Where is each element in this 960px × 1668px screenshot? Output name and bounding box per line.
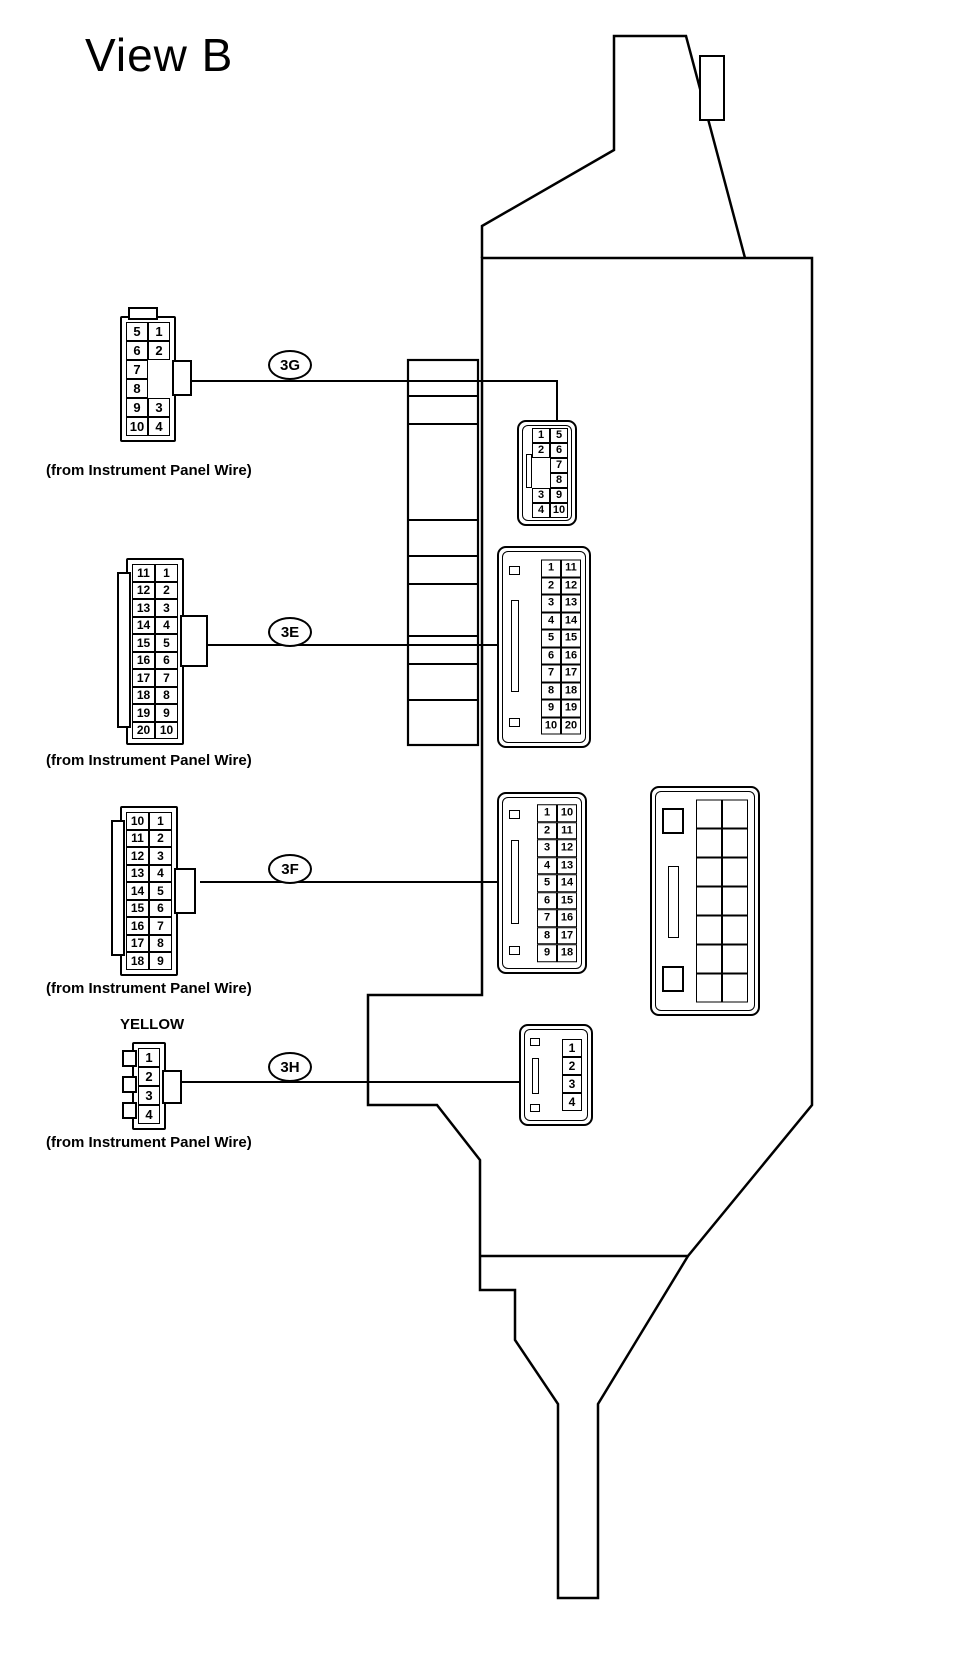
pin-cell: 6 (541, 647, 561, 665)
pin-cell: 5 (126, 322, 148, 341)
pin-cell: 8 (149, 935, 172, 953)
pin-cell: 19 (132, 704, 155, 722)
page-title: View B (85, 29, 234, 81)
receptacle-3f (497, 792, 587, 974)
pin-cell: 6 (537, 892, 557, 910)
pin-cell: 3 (541, 595, 561, 613)
pin-cell: 6 (149, 900, 172, 918)
callout-3g (268, 350, 312, 380)
callout-3h-label: 3H (280, 1058, 300, 1076)
pin-cell: 5 (550, 428, 568, 443)
pin-cell: 1 (155, 564, 178, 582)
pin-cell: 8 (541, 682, 561, 700)
pin-cell: 17 (126, 935, 149, 953)
pin-cell: 13 (561, 595, 581, 613)
receptacle-3e-pin-grid (541, 560, 581, 735)
pin-cell: 10 (155, 722, 178, 740)
pin-cell (696, 858, 722, 887)
plug-3h-notch-3 (122, 1102, 137, 1119)
pin-cell: 11 (557, 822, 577, 840)
pin-cell: 1 (537, 804, 557, 822)
receptacle-3g-inner (522, 425, 572, 521)
pin-cell: 11 (126, 830, 149, 848)
receptacle-large-inner (655, 791, 755, 1011)
receptacle-3h-pin-grid (562, 1039, 582, 1111)
pin-cell: 3 (155, 599, 178, 617)
pin-cell: 9 (550, 488, 568, 503)
callout-3f (268, 854, 312, 884)
pin-cell: 17 (561, 665, 581, 683)
pin-cell: 11 (561, 560, 581, 578)
pin-cell: 14 (132, 617, 155, 635)
pin-cell: 7 (126, 360, 148, 379)
pin-cell: 4 (148, 417, 170, 436)
plug-3h-pin-grid (138, 1048, 160, 1124)
pin-cell: 17 (132, 669, 155, 687)
plug-3g (120, 316, 176, 442)
pin-cell: 4 (149, 865, 172, 883)
pin-cell: 5 (149, 882, 172, 900)
callout-3e (268, 617, 312, 647)
pin-cell: 2 (541, 577, 561, 595)
yellow-label: YELLOW (120, 1016, 185, 1033)
pin-cell: 11 (132, 564, 155, 582)
caption-3g: (from Instrument Panel Wire) (46, 462, 252, 479)
pin-cell: 19 (561, 700, 581, 718)
pin-cell: 10 (126, 417, 148, 436)
pin-cell: 14 (561, 612, 581, 630)
pin-cell: 9 (537, 944, 557, 962)
receptacle-3e-inner (502, 551, 586, 743)
pin-cell (722, 829, 748, 858)
pin-cell: 1 (562, 1039, 582, 1057)
pin-cell: 2 (532, 443, 550, 458)
pin-cell: 2 (148, 341, 170, 360)
callout-3e-label: 3E (280, 623, 300, 641)
pin-cell: 2 (155, 582, 178, 600)
pin-cell: 15 (557, 892, 577, 910)
pin-cell (722, 974, 748, 1003)
callout-3f-label: 3F (281, 860, 299, 878)
receptacle-3h-key-slot (532, 1058, 539, 1094)
relay-strip (408, 360, 478, 745)
callout-3g-label: 3G (279, 356, 300, 374)
pin-cell: 4 (532, 503, 550, 518)
plug-3h-latch-tab (162, 1070, 182, 1104)
pin-cell: 7 (155, 669, 178, 687)
receptacle-3h-inner (524, 1029, 588, 1121)
receptacle-large-pin-grid (696, 800, 748, 1003)
pin-cell: 10 (541, 717, 561, 735)
pin-cell: 6 (155, 652, 178, 670)
pin-cell: 12 (561, 577, 581, 595)
pin-cell (696, 945, 722, 974)
pin-cell: 2 (537, 822, 557, 840)
plug-3g-pin-grid (126, 322, 170, 436)
receptacle-3e-slot-top (509, 566, 520, 575)
pin-cell (696, 887, 722, 916)
pin-cell: 20 (132, 722, 155, 740)
receptacle-3f-pin-grid (537, 804, 577, 962)
pin-cell: 16 (132, 652, 155, 670)
pin-cell: 4 (541, 612, 561, 630)
plug-3e-side-wall (117, 572, 131, 728)
caption-3e: (from Instrument Panel Wire) (46, 752, 252, 769)
pin-cell: 6 (550, 443, 568, 458)
receptacle-3f-slot-top (509, 810, 520, 819)
receptacle-3e (497, 546, 591, 748)
caption-3f: (from Instrument Panel Wire) (46, 980, 252, 997)
receptacle-3h-slot-top (530, 1038, 540, 1046)
pin-cell: 3 (537, 839, 557, 857)
pin-cell (696, 800, 722, 829)
plug-3f (120, 806, 178, 976)
pin-cell: 3 (148, 398, 170, 417)
pin-cell: 3 (138, 1086, 160, 1105)
pin-cell: 13 (557, 857, 577, 875)
pin-cell (722, 887, 748, 916)
receptacle-3g (517, 420, 577, 526)
pin-cell: 9 (541, 700, 561, 718)
pin-cell: 1 (532, 428, 550, 443)
pin-cell: 4 (537, 857, 557, 875)
receptacle-large-slot-top (662, 808, 684, 834)
pin-cell: 13 (126, 865, 149, 883)
receptacle-3f-key-slot (511, 840, 519, 924)
pin-cell: 12 (132, 582, 155, 600)
pin-cell: 10 (126, 812, 149, 830)
pin-cell: 4 (155, 617, 178, 635)
pin-cell (696, 916, 722, 945)
pin-cell: 5 (155, 634, 178, 652)
pin-cell: 8 (537, 927, 557, 945)
pin-cell: 1 (541, 560, 561, 578)
pin-cell: 8 (126, 379, 148, 398)
pin-cell: 4 (138, 1105, 160, 1124)
pin-cell: 7 (541, 665, 561, 683)
pin-cell: 9 (126, 398, 148, 417)
pin-cell: 16 (557, 909, 577, 927)
pin-cell: 16 (126, 917, 149, 935)
pin-cell: 2 (138, 1067, 160, 1086)
pin-cell: 16 (561, 647, 581, 665)
receptacle-large-slot-bottom (662, 966, 684, 992)
pin-cell: 18 (557, 944, 577, 962)
plug-3g-top-notch (128, 307, 158, 320)
pin-cell (722, 800, 748, 829)
pin-cell: 6 (126, 341, 148, 360)
plug-3e-pin-grid (132, 564, 178, 739)
pin-cell: 2 (562, 1057, 582, 1075)
pin-cell (696, 974, 722, 1003)
receptacle-3h-slot-bottom (530, 1104, 540, 1112)
receptacle-large (650, 786, 760, 1016)
pin-cell: 7 (537, 909, 557, 927)
pin-cell (722, 916, 748, 945)
plug-3h (132, 1042, 166, 1130)
receptacle-3h (519, 1024, 593, 1126)
callout-3h (268, 1052, 312, 1082)
pin-cell: 8 (550, 473, 568, 488)
pin-cell: 5 (537, 874, 557, 892)
pin-cell: 17 (557, 927, 577, 945)
pin-cell (696, 829, 722, 858)
pin-cell: 7 (149, 917, 172, 935)
pin-cell: 10 (557, 804, 577, 822)
pin-cell: 12 (126, 847, 149, 865)
pin-cell: 9 (155, 704, 178, 722)
caption-3h: (from Instrument Panel Wire) (46, 1134, 252, 1151)
pin-cell: 20 (561, 717, 581, 735)
pin-cell: 14 (557, 874, 577, 892)
pin-cell: 4 (562, 1093, 582, 1111)
pin-cell: 14 (126, 882, 149, 900)
pin-cell: 18 (132, 687, 155, 705)
receptacle-3g-pin-grid (532, 428, 568, 518)
plug-3e-latch-tab (180, 615, 208, 667)
pin-cell: 1 (149, 812, 172, 830)
pin-cell: 7 (550, 458, 568, 473)
pin-cell: 8 (155, 687, 178, 705)
pin-cell: 10 (550, 503, 568, 518)
receptacle-large-key-slot (668, 866, 679, 938)
pin-cell: 15 (126, 900, 149, 918)
pin-cell: 15 (561, 630, 581, 648)
pin-cell: 3 (149, 847, 172, 865)
pin-cell: 18 (561, 682, 581, 700)
pin-cell: 1 (148, 322, 170, 341)
plug-3f-latch-tab (174, 868, 196, 914)
plug-3g-latch-tab (172, 360, 192, 396)
pin-cell: 9 (149, 952, 172, 970)
plug-3e (126, 558, 184, 745)
pin-cell: 3 (532, 488, 550, 503)
pin-cell: 5 (541, 630, 561, 648)
receptacle-3f-inner (502, 797, 582, 969)
plug-3h-notch-2 (122, 1076, 137, 1093)
receptacle-3e-key-slot (511, 600, 519, 692)
pin-cell (722, 858, 748, 887)
plug-3f-pin-grid (126, 812, 172, 970)
pin-cell: 12 (557, 839, 577, 857)
pin-cell: 13 (132, 599, 155, 617)
plug-3f-side-wall (111, 820, 125, 956)
pin-cell: 18 (126, 952, 149, 970)
receptacle-3f-slot-bottom (509, 946, 520, 955)
tower-tab (700, 56, 724, 120)
pin-cell: 3 (562, 1075, 582, 1093)
pin-cell: 15 (132, 634, 155, 652)
pin-cell (722, 945, 748, 974)
receptacle-3e-slot-bottom (509, 718, 520, 727)
plug-3h-notch-1 (122, 1050, 137, 1067)
pin-cell: 1 (138, 1048, 160, 1067)
pin-cell: 2 (149, 830, 172, 848)
